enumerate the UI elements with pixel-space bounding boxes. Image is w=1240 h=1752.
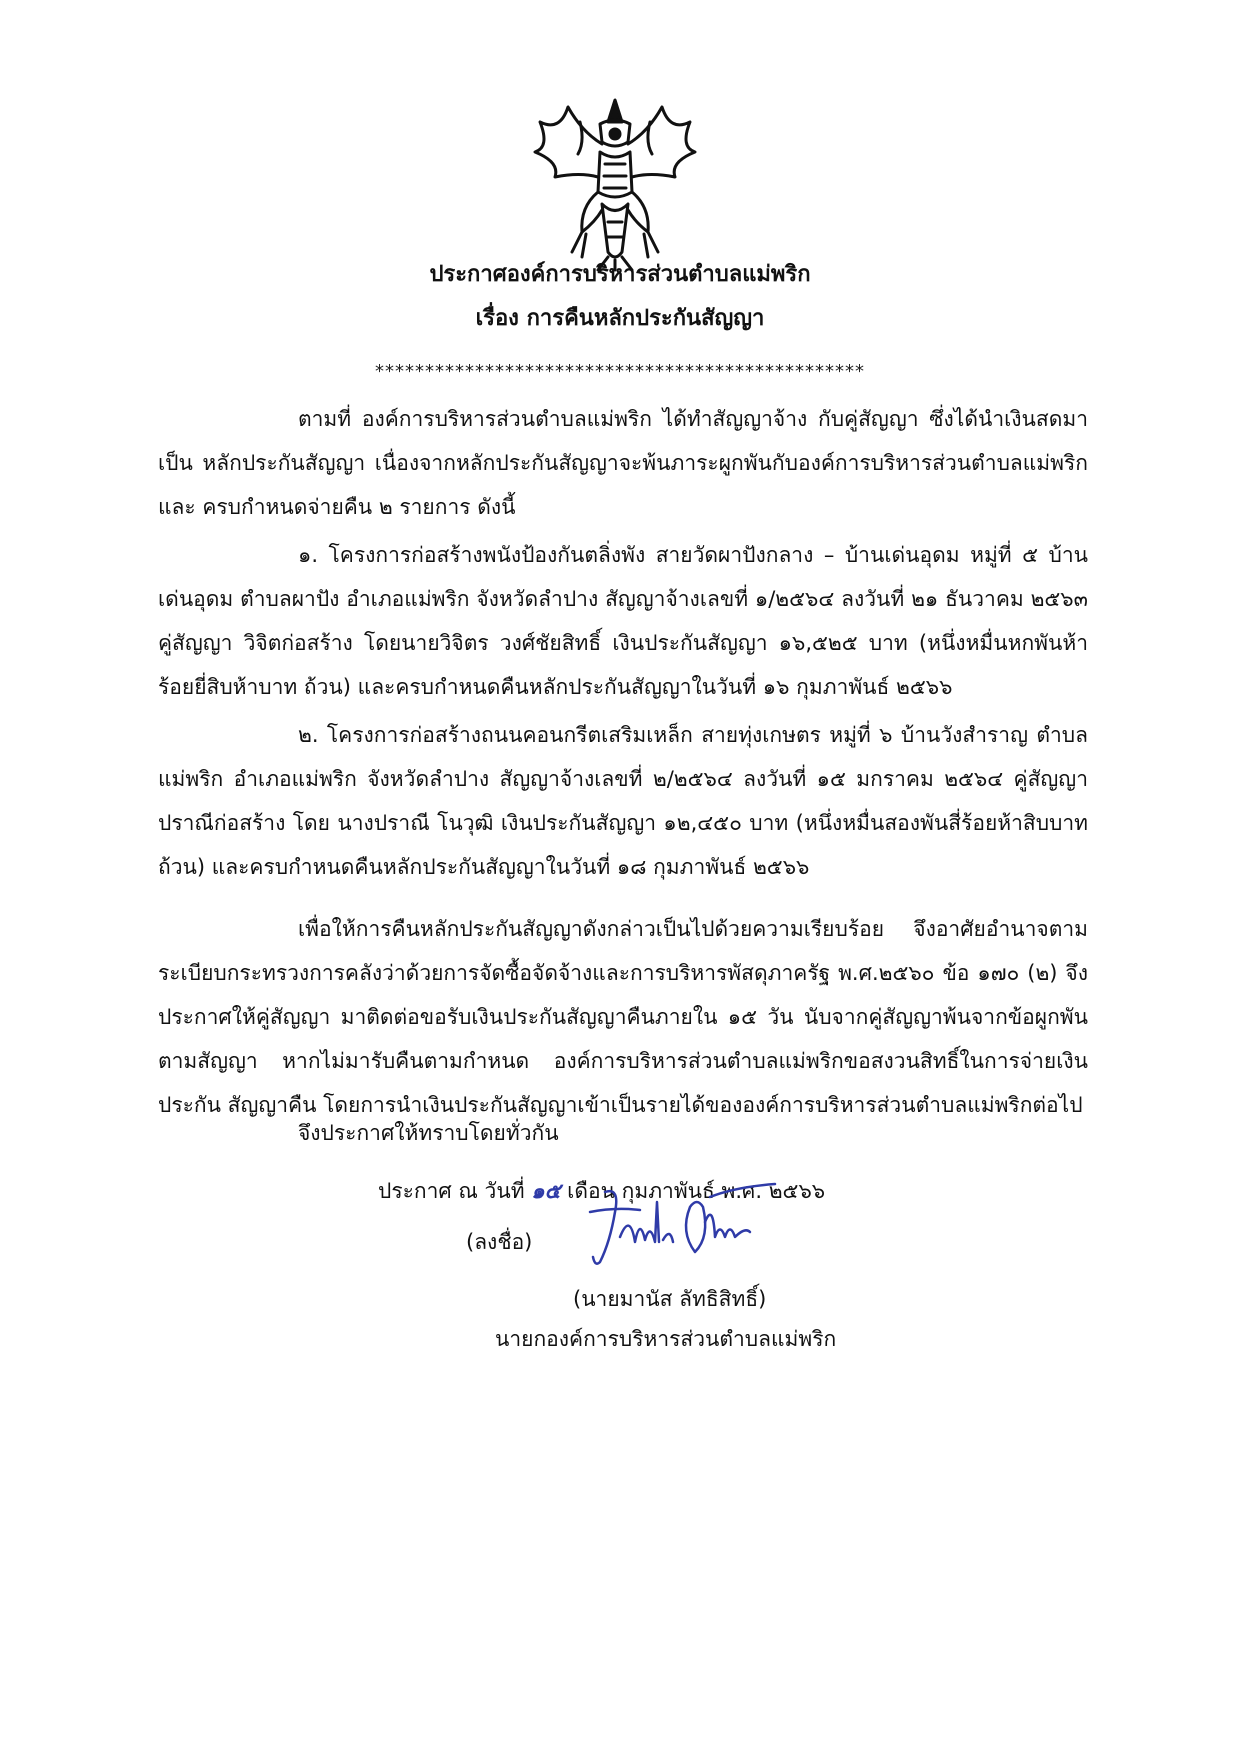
date-day: ๑๕: [531, 1179, 561, 1203]
signatory-name: (นายมานัส ลัทธิสิทธิ์): [573, 1287, 767, 1311]
signature-label: (ลงชื่อ): [466, 1230, 533, 1254]
item-2-paragraph: ๒. โครงการก่อสร้างถนนคอนกรีตเสริมเหล็ก สายทุ่งเกษตร หมู่ที่ ๖ บ้านวังสำราญ ตำบล แม่พริก อำเภอแม่พริก จังหวัดลำปาง สัญญาจ้างเลขที่ ๒/๒๕๖๔ ลงวันที่ ๑๕ มกราคม ๒๕๖๔ คู่สัญญา ปราณีก่อสร้าง โดย นางปราณี โนวุฒิ เงินประกันสัญญา ๑๒,๔๕๐ บาท (หนึ่งหมื่นสองพันสี่ร้อยห้าสิบบาทถ้วน) และครบกำหนดคืนหลักประกันสัญญาในวันที่ ๑๘ กุมภาพันธ์ ๒๕๖๖: [158, 723, 1088, 879]
closing-line: จึงประกาศให้ทราบโดยทั่วกัน: [298, 1121, 559, 1145]
date-prefix: ประกาศ ณ วันที่: [378, 1179, 525, 1203]
garuda-emblem-icon: [520, 92, 710, 272]
purpose-paragraph: เพื่อให้การคืนหลักประกันสัญญาดังกล่าวเป็นไปด้วยความเรียบร้อย จึงอาศัยอำนาจตาม ระเบียบกระทรวงการคลังว่าด้วยการจัดซื้อจัดจ้างและการบริหารพัสดุภาครัฐ พ.ศ.๒๕๖๐ ข้อ ๑๗๐ (๒) จึงประกาศให้คู่สัญญา มาติดต่อขอรับเงินประกันสัญญาคืนภายใน ๑๕ วัน นับจากคู่สัญญาพ้นจากข้อผูกพัน ตามสัญญา หากไม่มารับคืนตามกำหนด องค์การบริหารส่วนตำบลแม่พริกขอสงวนสิทธิ์ในการจ่ายเงินประกัน สัญญาคืน โดยการนำเงินประกันสัญญาเข้าเป็นรายได้ขององค์การบริหารส่วนตำบลแม่พริกต่อไป: [158, 917, 1088, 1117]
date-month-year: เดือน กุมภาพันธ์ พ.ศ. ๒๕๖๖: [567, 1179, 826, 1203]
announcement-subject: เรื่อง การคืนหลักประกันสัญญา: [475, 306, 765, 331]
item-1-paragraph: ๑. โครงการก่อสร้างพนังป้องกันตลิ่งพัง สายวัดผาปังกลาง – บ้านเด่นอุดม หมู่ที่ ๕ บ้านเด่นอุดม ตำบลผาปัง อำเภอแม่พริก จังหวัดลำปาง สัญญาจ้างเลขที่ ๑/๒๕๖๔ ลงวันที่ ๒๑ ธันวาคม ๒๕๖๓ คู่สัญญา วิจิตก่อสร้าง โดยนายวิจิตร วงศ์ชัยสิทธิ์ เงินประกันสัญญา ๑๖,๕๒๕ บาท (หนึ่งหมื่นหกพันห้าร้อยยี่สิบห้าบาท ถ้วน) และครบกำหนดคืนหลักประกันสัญญาในวันที่ ๑๖ กุมภาพันธ์ ๒๕๖๖: [158, 543, 1088, 699]
intro-paragraph: ตามที่ องค์การบริหารส่วนตำบลแม่พริก ได้ทำสัญญาจ้าง กับคู่สัญญา ซึ่งได้นำเงินสดมาเป็น หลักประกันสัญญา เนื่องจากหลักประกันสัญญาจะพ้นภาระผูกพันกับองค์การบริหารส่วนตำบลแม่พริก และ ครบกำหนดจ่ายคืน ๒ รายการ ดังนี้: [158, 407, 1088, 519]
announcement-title: ประกาศองค์การบริหารส่วนตำบลแม่พริก: [429, 262, 811, 287]
separator-stars: *************************************************: [375, 361, 865, 382]
signature-icon: [585, 1182, 785, 1272]
signatory-position: นายกองค์การบริหารส่วนตำบลแม่พริก: [495, 1327, 837, 1351]
